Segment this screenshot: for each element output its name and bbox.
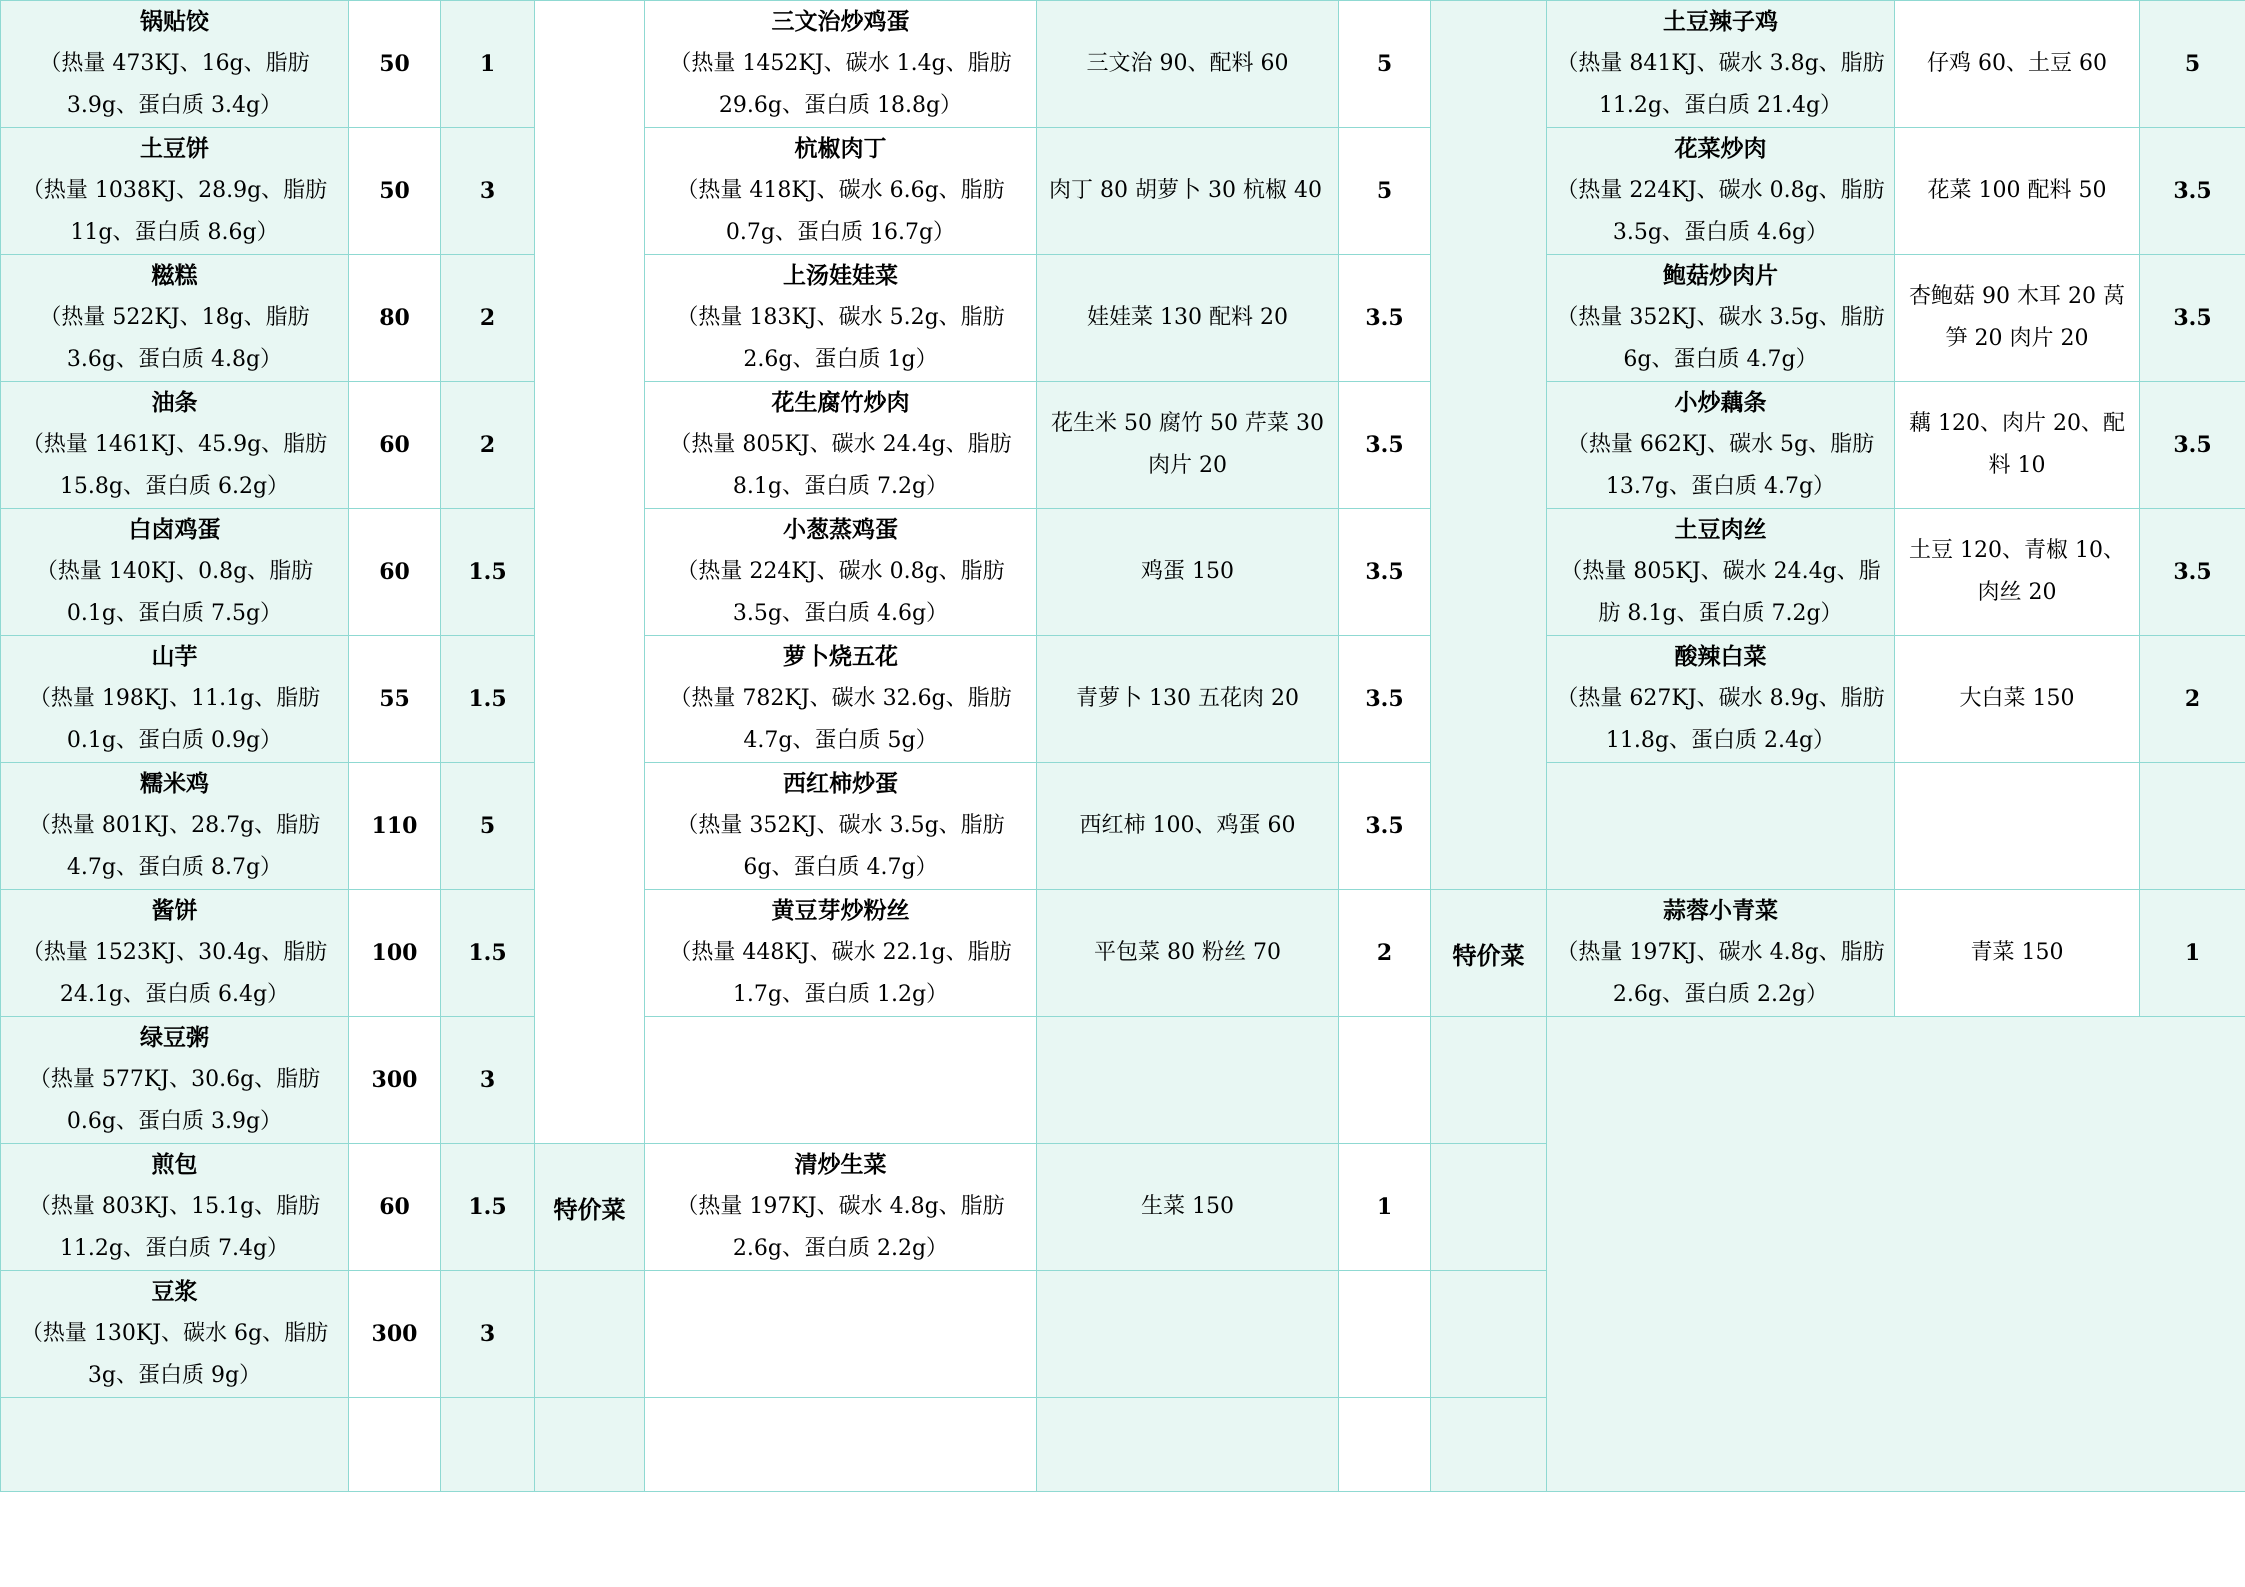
- dish-name: 煎包: [151, 1151, 198, 1178]
- dish-ingredients: 土豆 120、青椒 10、肉丝 20: [1909, 538, 2125, 605]
- empty-cell: [1339, 1017, 1431, 1144]
- dish-price: 1: [441, 1, 535, 128]
- empty-cell: [645, 1271, 1037, 1398]
- dish-nutrition: （热量 841KJ、碳水 3.8g、脂肪 11.2g、蛋白质 21.4g）: [1556, 51, 1885, 118]
- menu-row: [1, 255, 2245, 382]
- dish-price: 3.5: [1339, 255, 1431, 382]
- dish-ingredients: 青萝卜 130 五花肉 20: [1076, 686, 1299, 711]
- dish-price: 5: [2140, 1, 2245, 128]
- empty-cell: [1037, 1398, 1339, 1492]
- empty-cell: [1037, 1271, 1339, 1398]
- dish-price: 3.5: [2140, 255, 2245, 382]
- dish-ingredients: 三文治 90、配料 60: [1086, 51, 1289, 76]
- ingredients-cell: [1037, 382, 1339, 509]
- dish-name: 鲍菇炒肉片: [1663, 262, 1778, 289]
- empty-cell: [535, 1398, 645, 1492]
- dish-cell: [645, 890, 1037, 1017]
- dish-quantity: 55: [349, 636, 441, 763]
- dish-name: 蒜蓉小青菜: [1663, 897, 1778, 924]
- dish-ingredients: 平包菜 80 粉丝 70: [1094, 940, 1281, 965]
- dish-ingredients: 肉丁 80 胡萝卜 30 杭椒 40: [1049, 178, 1322, 203]
- empty-cell: [645, 1398, 1037, 1492]
- dish-ingredients: 生菜 150: [1141, 1194, 1234, 1219]
- dish-ingredients: 藕 120、肉片 20、配料 10: [1909, 411, 2125, 478]
- menu-row: [1, 763, 2245, 890]
- dish-nutrition: （热量 197KJ、碳水 4.8g、脂肪 2.6g、蛋白质 2.2g）: [676, 1194, 1005, 1261]
- dish-price: 5: [441, 763, 535, 890]
- dish-name: 锅贴饺: [140, 8, 209, 35]
- dish-cell: [645, 255, 1037, 382]
- empty-cell: [645, 1017, 1037, 1144]
- dish-quantity: 50: [349, 128, 441, 255]
- empty-cell: [535, 1271, 645, 1398]
- empty-cell: [1, 1398, 349, 1492]
- dish-cell: [1, 1017, 349, 1144]
- dish-cell: [645, 763, 1037, 890]
- dish-name: 土豆肉丝: [1674, 516, 1767, 543]
- ingredients-cell: [1895, 890, 2140, 1017]
- dish-nutrition: （热量 198KJ、11.1g、脂肪 0.1g、蛋白质 0.9g）: [28, 686, 321, 753]
- dish-ingredients: 杏鲍菇 90 木耳 20 莴笋 20 肉片 20: [1909, 284, 2125, 351]
- ingredients-cell: [1037, 636, 1339, 763]
- dish-name: 豆浆: [151, 1278, 198, 1305]
- dish-price: 1.5: [441, 890, 535, 1017]
- empty-cell: [1431, 1398, 1547, 1492]
- dish-nutrition: （热量 1523KJ、30.4g、脂肪 24.1g、蛋白质 6.4g）: [21, 940, 328, 1007]
- dish-name: 酱饼: [151, 897, 198, 924]
- ingredients-cell: [1037, 1144, 1339, 1271]
- dish-cell: [645, 509, 1037, 636]
- dish-quantity: 60: [349, 1144, 441, 1271]
- dish-nutrition: （热量 224KJ、碳水 0.8g、脂肪 3.5g、蛋白质 4.6g）: [1556, 178, 1885, 245]
- dish-nutrition: （热量 801KJ、28.7g、脂肪 4.7g、蛋白质 8.7g）: [28, 813, 321, 880]
- empty-cell: [1339, 1398, 1431, 1492]
- ingredients-cell: [1895, 255, 2140, 382]
- dish-name: 土豆饼: [140, 135, 209, 162]
- dish-quantity: 300: [349, 1017, 441, 1144]
- ingredients-cell: [1037, 763, 1339, 890]
- dish-name: 花菜炒肉: [1674, 135, 1767, 162]
- dish-cell: [1, 255, 349, 382]
- dish-price: 2: [1339, 890, 1431, 1017]
- dish-price: 1.5: [441, 636, 535, 763]
- dish-nutrition: （热量 140KJ、0.8g、脂肪 0.1g、蛋白质 7.5g）: [35, 559, 314, 626]
- dish-cell: [645, 128, 1037, 255]
- dish-cell: [1, 1, 349, 128]
- dish-price: 3: [441, 128, 535, 255]
- ingredients-cell: [1895, 509, 2140, 636]
- dish-price: 3.5: [2140, 128, 2245, 255]
- ingredients-cell: [1895, 636, 2140, 763]
- dish-nutrition: （热量 1038KJ、28.9g、脂肪 11g、蛋白质 8.6g）: [21, 178, 328, 245]
- dish-nutrition: （热量 197KJ、碳水 4.8g、脂肪 2.6g、蛋白质 2.2g）: [1556, 940, 1885, 1007]
- dish-price: 1: [2140, 890, 2245, 1017]
- dish-name: 西红柿炒蛋: [783, 770, 898, 797]
- dish-nutrition: （热量 418KJ、碳水 6.6g、脂肪 0.7g、蛋白质 16.7g）: [676, 178, 1005, 245]
- ingredients-cell: [1037, 509, 1339, 636]
- dish-ingredients: 鸡蛋 150: [1141, 559, 1234, 584]
- dish-cell: [1, 763, 349, 890]
- dish-name: 上汤娃娃菜: [783, 262, 898, 289]
- dish-cell: [1, 890, 349, 1017]
- empty-cell: [441, 1398, 535, 1492]
- dish-name: 三文治炒鸡蛋: [771, 8, 910, 35]
- dish-cell: [645, 1, 1037, 128]
- dish-cell: [645, 636, 1037, 763]
- dish-nutrition: （热量 448KJ、碳水 22.1g、脂肪 1.7g、蛋白质 1.2g）: [669, 940, 1012, 1007]
- dish-quantity: 60: [349, 382, 441, 509]
- empty-block: [1547, 1017, 2245, 1492]
- dish-nutrition: （热量 805KJ、碳水 24.4g、脂肪 8.1g、蛋白质 7.2g）: [669, 432, 1012, 499]
- dish-price: 3: [441, 1017, 535, 1144]
- dish-name: 山芋: [151, 643, 198, 670]
- dish-nutrition: （热量 130KJ、碳水 6g、脂肪 3g、蛋白质 9g）: [20, 1321, 329, 1388]
- dish-quantity: 100: [349, 890, 441, 1017]
- dish-ingredients: 花生米 50 腐竹 50 芹菜 30 肉片 20: [1051, 411, 1324, 478]
- empty-cell: [349, 1398, 441, 1492]
- empty-cell: [1431, 1017, 1547, 1144]
- empty-cell: [1547, 763, 1895, 890]
- category-cell: [1431, 1, 1547, 890]
- menu-row: [1, 382, 2245, 509]
- dish-nutrition: （热量 1461KJ、45.9g、脂肪 15.8g、蛋白质 6.2g）: [21, 432, 328, 499]
- dish-name: 土豆辣子鸡: [1663, 8, 1778, 35]
- menu-row: [1, 890, 2245, 1017]
- dish-ingredients: 西红柿 100、鸡蛋 60: [1079, 813, 1296, 838]
- dish-ingredients: 大白菜 150: [1959, 686, 2075, 711]
- dish-nutrition: （热量 473KJ、16g、脂肪 3.9g、蛋白质 3.4g）: [39, 51, 310, 118]
- dish-nutrition: （热量 224KJ、碳水 0.8g、脂肪 3.5g、蛋白质 4.6g）: [676, 559, 1005, 626]
- dish-nutrition: （热量 352KJ、碳水 3.5g、脂肪 6g、蛋白质 4.7g）: [1556, 305, 1885, 372]
- dish-name: 绿豆粥: [140, 1024, 209, 1051]
- dish-price: 3.5: [1339, 509, 1431, 636]
- dish-nutrition: （热量 782KJ、碳水 32.6g、脂肪 4.7g、蛋白质 5g）: [669, 686, 1012, 753]
- dish-cell: [1, 509, 349, 636]
- empty-cell: [2140, 763, 2245, 890]
- empty-cell: [1431, 1271, 1547, 1398]
- dish-name: 清炒生菜: [794, 1151, 887, 1178]
- dish-cell: [1, 1271, 349, 1398]
- dish-price: 3.5: [2140, 509, 2245, 636]
- dish-quantity: 50: [349, 1, 441, 128]
- ingredients-cell: [1895, 1, 2140, 128]
- dish-name: 小葱蒸鸡蛋: [783, 516, 898, 543]
- dish-name: 萝卜烧五花: [783, 643, 898, 670]
- dish-name: 花生腐竹炒肉: [771, 389, 910, 416]
- dish-nutrition: （热量 627KJ、碳水 8.9g、脂肪 11.8g、蛋白质 2.4g）: [1556, 686, 1885, 753]
- dish-name: 糍糕: [151, 262, 198, 289]
- menu-row: [1, 128, 2245, 255]
- dish-quantity: 300: [349, 1271, 441, 1398]
- dish-cell: [645, 382, 1037, 509]
- dish-nutrition: （热量 1452KJ、碳水 1.4g、脂肪 29.6g、蛋白质 18.8g）: [669, 51, 1012, 118]
- empty-cell: [1895, 763, 2140, 890]
- ingredients-cell: [1895, 382, 2140, 509]
- dish-cell: [1547, 1, 1895, 128]
- dish-quantity: 110: [349, 763, 441, 890]
- category-cell: [535, 1, 645, 1144]
- special-category-label: 特价菜: [1431, 890, 1547, 1017]
- dish-name: 杭椒肉丁: [794, 135, 887, 162]
- dish-price: 2: [441, 255, 535, 382]
- dish-price: 3: [441, 1271, 535, 1398]
- dish-name: 黄豆芽炒粉丝: [771, 897, 910, 924]
- menu-row: [1, 509, 2245, 636]
- empty-cell: [1431, 1144, 1547, 1271]
- dish-ingredients: 花菜 100 配料 50: [1927, 178, 2107, 203]
- ingredients-cell: [1037, 255, 1339, 382]
- dish-price: 3.5: [2140, 382, 2245, 509]
- dish-price: 3.5: [1339, 763, 1431, 890]
- dish-cell: [1547, 382, 1895, 509]
- dish-name: 油条: [151, 389, 198, 416]
- dish-price: 1: [1339, 1144, 1431, 1271]
- dish-cell: [1547, 255, 1895, 382]
- ingredients-cell: [1037, 128, 1339, 255]
- dish-quantity: 60: [349, 509, 441, 636]
- dish-nutrition: （热量 577KJ、30.6g、脂肪 0.6g、蛋白质 3.9g）: [28, 1067, 321, 1134]
- dish-nutrition: （热量 522KJ、18g、脂肪 3.6g、蛋白质 4.8g）: [39, 305, 310, 372]
- dish-name: 酸辣白菜: [1674, 643, 1767, 670]
- dish-cell: [1, 382, 349, 509]
- menu-row: [1, 1017, 2245, 1144]
- ingredients-cell: [1895, 128, 2140, 255]
- dish-name: 小炒藕条: [1674, 389, 1767, 416]
- dish-quantity: 80: [349, 255, 441, 382]
- dish-cell: [645, 1144, 1037, 1271]
- dish-ingredients: 青菜 150: [1970, 940, 2064, 965]
- ingredients-cell: [1037, 1, 1339, 128]
- dish-cell: [1547, 128, 1895, 255]
- special-category-label: 特价菜: [535, 1144, 645, 1271]
- dish-price: 1.5: [441, 509, 535, 636]
- empty-cell: [1339, 1271, 1431, 1398]
- dish-price: 3.5: [1339, 382, 1431, 509]
- dish-cell: [1, 1144, 349, 1271]
- dish-ingredients: 仔鸡 60、土豆 60: [1927, 51, 2107, 76]
- dish-price: 1.5: [441, 1144, 535, 1271]
- dish-cell: [1, 636, 349, 763]
- menu-row: [1, 636, 2245, 763]
- dish-price: 5: [1339, 1, 1431, 128]
- dish-name: 白卤鸡蛋: [128, 516, 221, 543]
- dish-nutrition: （热量 805KJ、碳水 24.4g、脂肪 8.1g、蛋白质 7.2g）: [1560, 559, 1881, 626]
- dish-price: 5: [1339, 128, 1431, 255]
- dish-nutrition: （热量 803KJ、15.1g、脂肪 11.2g、蛋白质 7.4g）: [28, 1194, 321, 1261]
- dish-price: 2: [441, 382, 535, 509]
- ingredients-cell: [1037, 890, 1339, 1017]
- dish-nutrition: （热量 183KJ、碳水 5.2g、脂肪 2.6g、蛋白质 1g）: [676, 305, 1005, 372]
- dish-nutrition: （热量 352KJ、碳水 3.5g、脂肪 6g、蛋白质 4.7g）: [676, 813, 1005, 880]
- dish-price: 2: [2140, 636, 2245, 763]
- dish-price: 3.5: [1339, 636, 1431, 763]
- dish-name: 糯米鸡: [140, 770, 209, 797]
- empty-cell: [1037, 1017, 1339, 1144]
- dish-cell: [1, 128, 349, 255]
- dish-cell: [1547, 890, 1895, 1017]
- menu-row: [1, 1, 2245, 128]
- dish-nutrition: （热量 662KJ、碳水 5g、脂肪 13.7g、蛋白质 4.7g）: [1566, 432, 1875, 499]
- dish-ingredients: 娃娃菜 130 配料 20: [1087, 305, 1288, 330]
- dish-cell: [1547, 509, 1895, 636]
- dish-cell: [1547, 636, 1895, 763]
